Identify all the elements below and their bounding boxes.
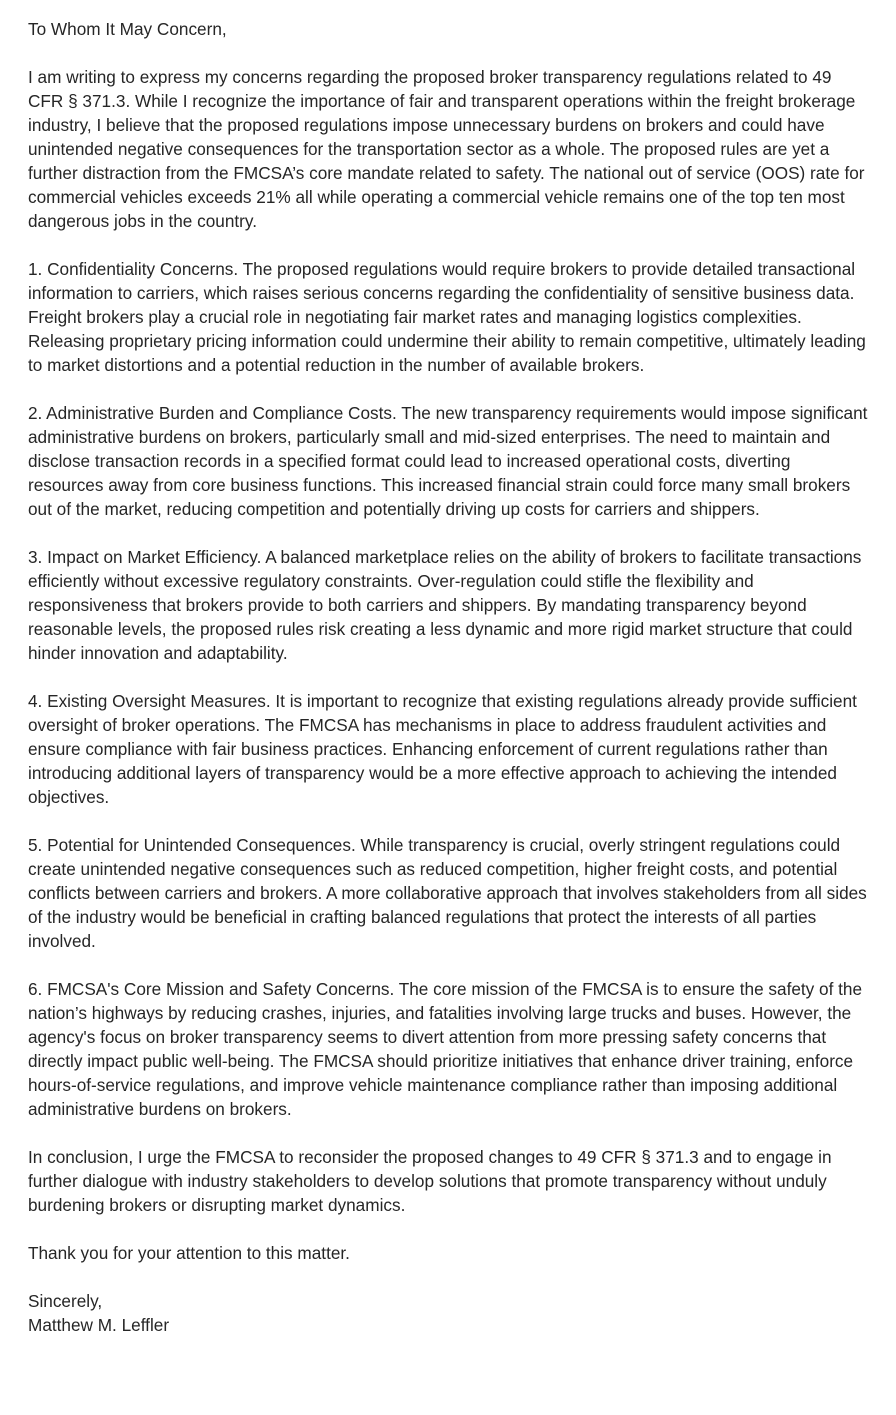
point-existing-oversight: 4. Existing Oversight Measures. It is important to recognize that existing regulations already provide sufficient oversight of broker operations. The FMCSA has mechanisms in place to address fraudulent activities and ensure compliance with fair business practices. Enhancing enforcement of current regulations rather than introducing additional layers of transparency would be a more effective approach to achieving the intended objectives. xyxy=(28,691,857,807)
conclusion-paragraph: In conclusion, I urge the FMCSA to reconsider the proposed changes to 49 CFR § 371.3 and to engage in further dialogue with industry stakeholders to develop solutions that promote transparency without unduly burdening brokers or disrupting market dynamics. xyxy=(28,1147,832,1215)
signature-name: Matthew M. Leffler xyxy=(28,1315,170,1335)
intro-paragraph: I am writing to express my concerns regarding the proposed broker transparency regulations related to 49 CFR § 371.3. While I recognize the importance of fair and transparent operations within the freight brokerage industry, I believe that the proposed regulations impose unnecessary burdens on brokers and could have unintended negative consequences for the transportation sector as a whole. The proposed rules are yet a further distraction from the FMCSA’s core mandate related to safety. The national out of service (OOS) rate for commercial vehicles exceeds 21% all while operating a commercial vehicle remains one of the top ten most dangerous jobs in the country. xyxy=(28,67,865,231)
point-core-mission-safety: 6. FMCSA's Core Mission and Safety Concerns. The core mission of the FMCSA is to ensure the safety of the nation’s highways by reducing crashes, injuries, and fatalities involving large trucks and buses. However, the agency's focus on broker transparency seems to divert attention from more pressing safety concerns that directly impact public well-being. The FMCSA should prioritize initiatives that enhance driver training, enforce hours-of-service regulations, and improve vehicle maintenance compliance rather than imposing additional administrative burdens on brokers. xyxy=(28,979,863,1119)
point-confidentiality: 1. Confidentiality Concerns. The proposed regulations would require brokers to provide detailed transactional information to carriers, which raises serious concerns regarding the confidentiality of sensitive business data. Freight brokers play a crucial role in negotiating fair market rates and managing logistics complexities. Releasing proprietary pricing information could undermine their ability to remain competitive, ultimately leading to market distortions and a potential reduction in the number of available brokers. xyxy=(28,259,866,375)
closing-line: Sincerely, xyxy=(28,1291,103,1311)
closing-block xyxy=(28,1289,868,1337)
letter-body xyxy=(28,17,868,1337)
point-market-efficiency: 3. Impact on Market Efficiency. A balanced marketplace relies on the ability of brokers to facilitate transactions efficiently without excessive regulatory constraints. Over-regulation could stifle the flexibility and responsiveness that brokers provide to both carriers and shippers. By mandating transparency beyond reasonable levels, the proposed rules risk creating a less dynamic and more rigid market structure that could hinder innovation and adaptability. xyxy=(28,547,862,663)
point-unintended-consequences: 5. Potential for Unintended Consequences. While transparency is crucial, overly stringent regulations could create unintended negative consequences such as reduced competition, higher freight costs, and potential conflicts between carriers and brokers. A more collaborative approach that involves stakeholders from all sides of the industry would be beneficial in crafting balanced regulations that protect the interests of all parties involved. xyxy=(28,835,867,951)
thanks-line: Thank you for your attention to this matter. xyxy=(28,1243,350,1263)
point-administrative-burden: 2. Administrative Burden and Compliance Costs. The new transparency requirements would impose significant administrative burdens on brokers, particularly small and mid-sized enterprises. The need to maintain and disclose transaction records in a specified format could lead to increased operational costs, diverting resources away from core business functions. This increased financial strain could force many small brokers out of the market, reducing competition and potentially driving up costs for carriers and shippers. xyxy=(28,403,868,519)
salutation: To Whom It May Concern, xyxy=(28,19,227,39)
